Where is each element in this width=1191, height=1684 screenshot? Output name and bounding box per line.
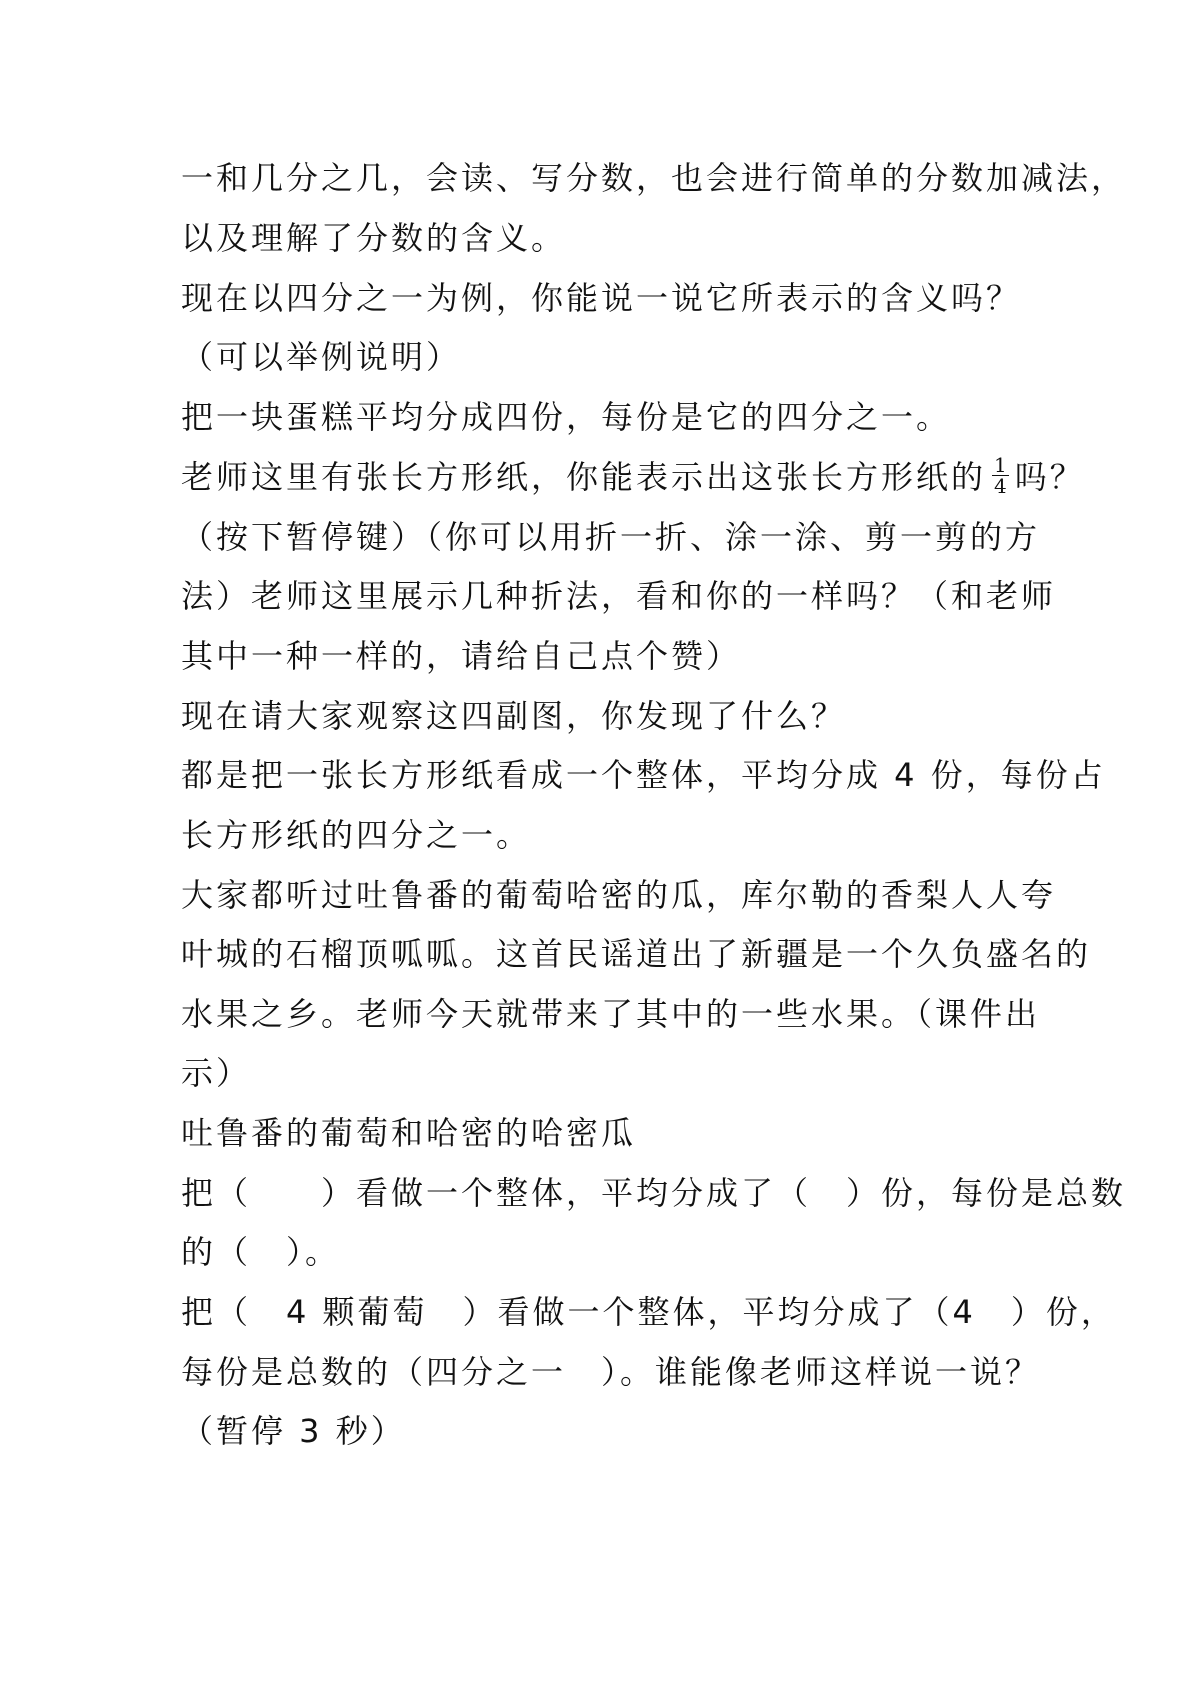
text-line: （可以举例说明） (181, 338, 462, 376)
text-line: 每份是总数的（四分之一 ）。谁能像老师这样说一说？ (181, 1353, 1041, 1391)
fraction (992, 452, 1009, 498)
text-line: （按下暂停键）（你可以用折一折、涂一涂、剪一剪的方 (181, 518, 1041, 556)
text-line: 长方形纸的四分之一。 (181, 816, 532, 854)
text-line: 水果之乡。老师今天就带来了其中的一些水果。（课件出 (181, 995, 1041, 1033)
text-line: 法）老师这里展示几种折法，看和你的一样吗？（和老师 (181, 577, 1057, 615)
text-line: 大家都听过吐鲁番的葡萄哈密的瓜，库尔勒的香梨人人夸 (181, 876, 1057, 914)
document-body (181, 0, 1127, 1684)
text-line: （暂停 3 秒） (181, 1412, 406, 1450)
fraction-denominator: 4 (994, 473, 1007, 498)
text-line: 一和几分之几，会读、写分数，也会进行简单的分数加减法， (181, 159, 1127, 197)
text-line-with-fraction (181, 452, 1085, 500)
text-line: 的（ ）。 (181, 1233, 341, 1271)
text-line: 吐鲁番的葡萄和哈密的哈密瓜 (181, 1114, 637, 1152)
text-line: 以及理解了分数的含义。 (181, 219, 567, 257)
text-line: 其中一种一样的，请给自己点个赞） (181, 637, 742, 675)
text-line: 现在以四分之一为例，你能说一说它所表示的含义吗？ (181, 279, 1022, 317)
text-line: 示） (181, 1054, 252, 1092)
text-line: 都是把一张长方形纸看成一个整体，平均分成 4 份，每份占 (181, 756, 1106, 794)
text-line: 现在请大家观察这四副图，你发现了什么？ (181, 697, 847, 735)
text-line: 把一块蛋糕平均分成四份，每份是它的四分之一。 (181, 398, 952, 436)
text-segment: 老师这里有张长方形纸，你能表示出这张长方形纸的 (181, 458, 987, 496)
text-segment: 吗？ (1014, 458, 1085, 496)
text-line: 叶城的石榴顶呱呱。这首民谣道出了新疆是一个久负盛名的 (181, 935, 1092, 973)
text-line: 把（ ）看做一个整体，平均分成了（ ）份，每份是总数 (181, 1174, 1127, 1212)
text-line: 把（ 4 颗葡萄 ）看做一个整体，平均分成了（4 ）份， (181, 1293, 1116, 1331)
fraction-numerator: 1 (994, 452, 1007, 477)
